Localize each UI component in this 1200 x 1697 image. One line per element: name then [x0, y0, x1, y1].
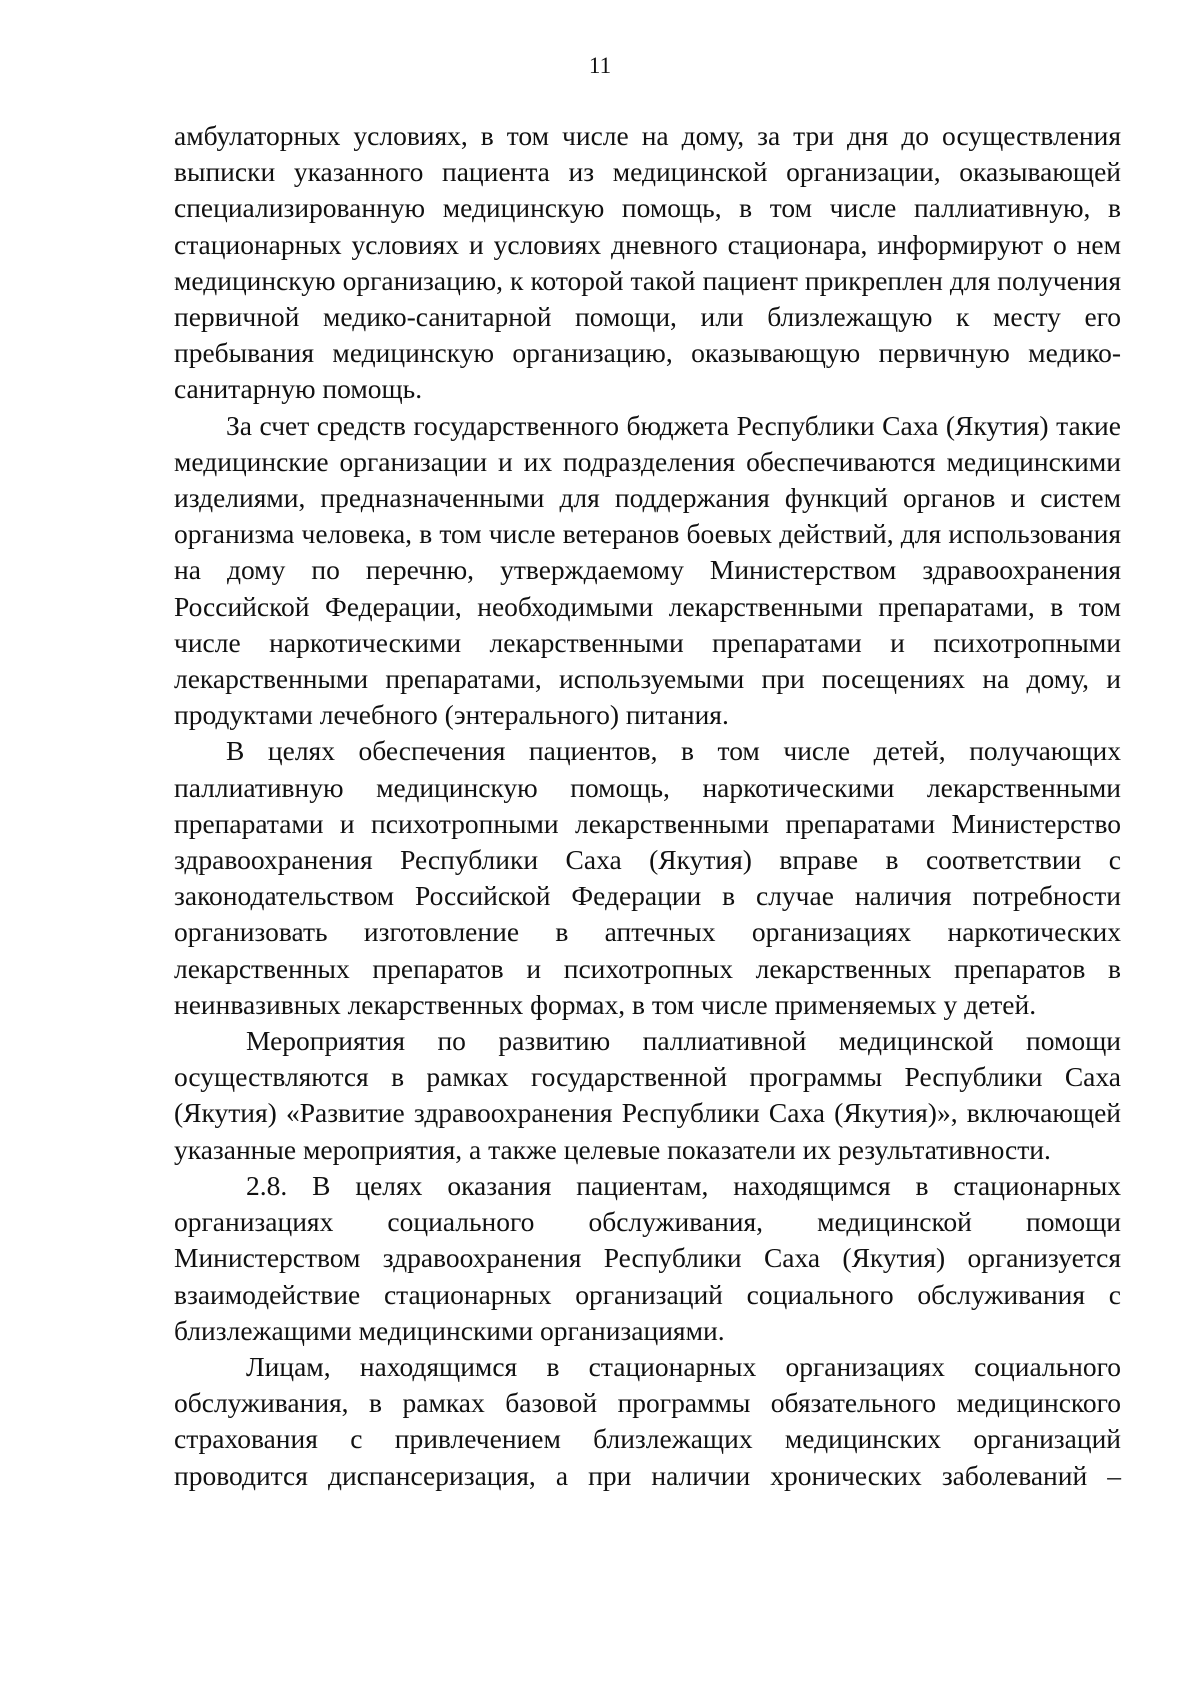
- paragraph-narcotic-drugs: В целях обеспечения пациентов, в том числе детей, получающих паллиативную медицинскую помощь, наркотическими лекарственными препаратами и психотропными лекарственными препаратами Министерство здравоохранения Республики Саха (Якутия) вправе в соответствии с законодательством Российской Федерации в случае наличия потребности организовать изготовление в аптечных организациях наркотических лекарственных препаратов и психотропных лекарственных препаратов в неинвазивных лекарственных формах, в том числе применяемых у детей.: [174, 735, 1121, 1020]
- paragraph-section-2-8: 2.8. В целях оказания пациентам, находящимся в стационарных организациях социального обслуживания, медицинской помощи Министерством здравоохранения Республики Саха (Якутия) организуется взаимодействие стационарных организаций социального обслуживания с близлежащими медицинскими организациями.: [174, 1169, 1121, 1346]
- document-body: [174, 118, 1121, 1494]
- paragraph-budget-supply: За счет средств государственного бюджета Республики Саха (Якутия) такие медицинские организации и их подразделения обеспечиваются медицинскими изделиями, предназначенными для поддержания функций органов и систем организма человека, в том числе ветеранов боевых действий, для использования на дому по перечню, утверждаемому Министерством здравоохранения Российской Федерации, необходимыми лекарственными препаратами, в том числе наркотическими лекарственными препаратами и психотропными лекарственными препаратами, используемыми при посещениях на дому, и продуктами лечебного (энтерального) питания.: [174, 409, 1121, 731]
- paragraph-continuation: амбулаторных условиях, в том числе на дому, за три дня до осуществления выписки указанного пациента из медицинской организации, оказывающей специализированную медицинскую помощь, в том числе паллиативную, в стационарных условиях и условиях дневного стационара, информируют о нем медицинскую организацию, к которой такой пациент прикреплен для получения первичной медико-санитарной помощи, или близлежащую к месту его пребывания медицинскую организацию, оказывающую первичную медико-санитарную помощь.: [174, 120, 1121, 405]
- paragraph-state-program: Мероприятия по развитию паллиативной медицинской помощи осуществляются в рамках государственной программы Республики Саха (Якутия) «Развитие здравоохранения Республики Саха (Якутия)», включающей указанные мероприятия, а также целевые показатели их результативности.: [174, 1025, 1121, 1165]
- paragraph-social-care: Лицам, находящимся в стационарных организациях социального обслуживания, в рамках базовой программы обязательного медицинского страхования с привлечением близлежащих медицинских организаций проводится диспансеризация, а при наличии хронических заболеваний –: [174, 1350, 1121, 1491]
- page-number: 11: [588, 53, 612, 78]
